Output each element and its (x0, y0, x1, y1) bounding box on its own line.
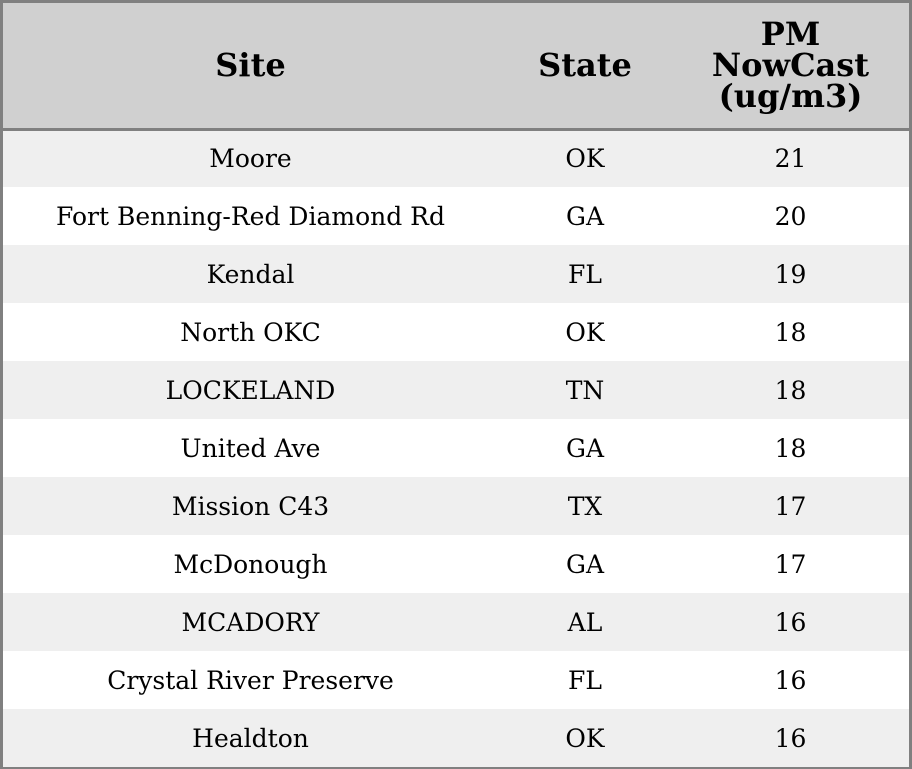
cell-site: MCADORY (181, 607, 320, 637)
cell-state: TX (567, 491, 603, 521)
table-row (3, 535, 909, 593)
table-row (3, 651, 909, 709)
cell-pm: 17 (774, 491, 807, 521)
cell-pm: 21 (774, 144, 807, 174)
table-row (3, 593, 909, 651)
table-row (3, 419, 909, 477)
cell-pm: 20 (774, 201, 807, 231)
cell-site: Kendal (206, 259, 295, 289)
table-row (3, 477, 909, 535)
cell-state: GA (565, 549, 605, 579)
cell-site: Crystal River Preserve (107, 665, 394, 695)
cell-site: North OKC (180, 317, 321, 347)
header-pm-line3: (ug/m3) (718, 76, 863, 115)
table-body (3, 129, 909, 767)
header-pm-nowcast (672, 3, 909, 129)
cell-state: FL (568, 665, 602, 695)
header-pm-line1: PM (760, 14, 821, 53)
cell-state: AL (567, 607, 603, 637)
cell-pm: 16 (774, 665, 807, 695)
cell-pm: 16 (774, 607, 807, 637)
cell-state: OK (565, 144, 605, 174)
cell-state: OK (565, 723, 605, 753)
table-row (3, 129, 909, 187)
cell-site: Mission C43 (171, 491, 330, 521)
header-pm-line2: NowCast (711, 45, 870, 84)
header-site: Site (3, 3, 498, 129)
cell-state: TN (565, 375, 605, 405)
cell-state: FL (568, 259, 602, 289)
cell-site: Fort Benning-Red Diamond Rd (55, 201, 446, 231)
cell-site: McDonough (173, 549, 328, 579)
table-row (3, 187, 909, 245)
table-row (3, 709, 909, 767)
table-row (3, 303, 909, 361)
cell-site: LOCKELAND (165, 375, 336, 405)
cell-state: GA (565, 433, 605, 463)
cell-site: Moore (209, 144, 292, 174)
cell-pm: 18 (774, 433, 807, 463)
cell-site: United Ave (180, 433, 321, 463)
pm-nowcast-table (3, 3, 909, 767)
cell-pm: 19 (774, 259, 807, 289)
cell-pm: 18 (774, 375, 807, 405)
cell-state: GA (565, 201, 605, 231)
table-row (3, 361, 909, 419)
cell-state: OK (565, 317, 605, 347)
cell-pm: 16 (774, 723, 807, 753)
cell-pm: 18 (774, 317, 807, 347)
header-row (3, 3, 909, 129)
header-state: State (498, 3, 672, 129)
table-header (3, 3, 909, 129)
cell-site: Healdton (192, 723, 309, 753)
table-row (3, 245, 909, 303)
cell-pm: 17 (774, 549, 807, 579)
